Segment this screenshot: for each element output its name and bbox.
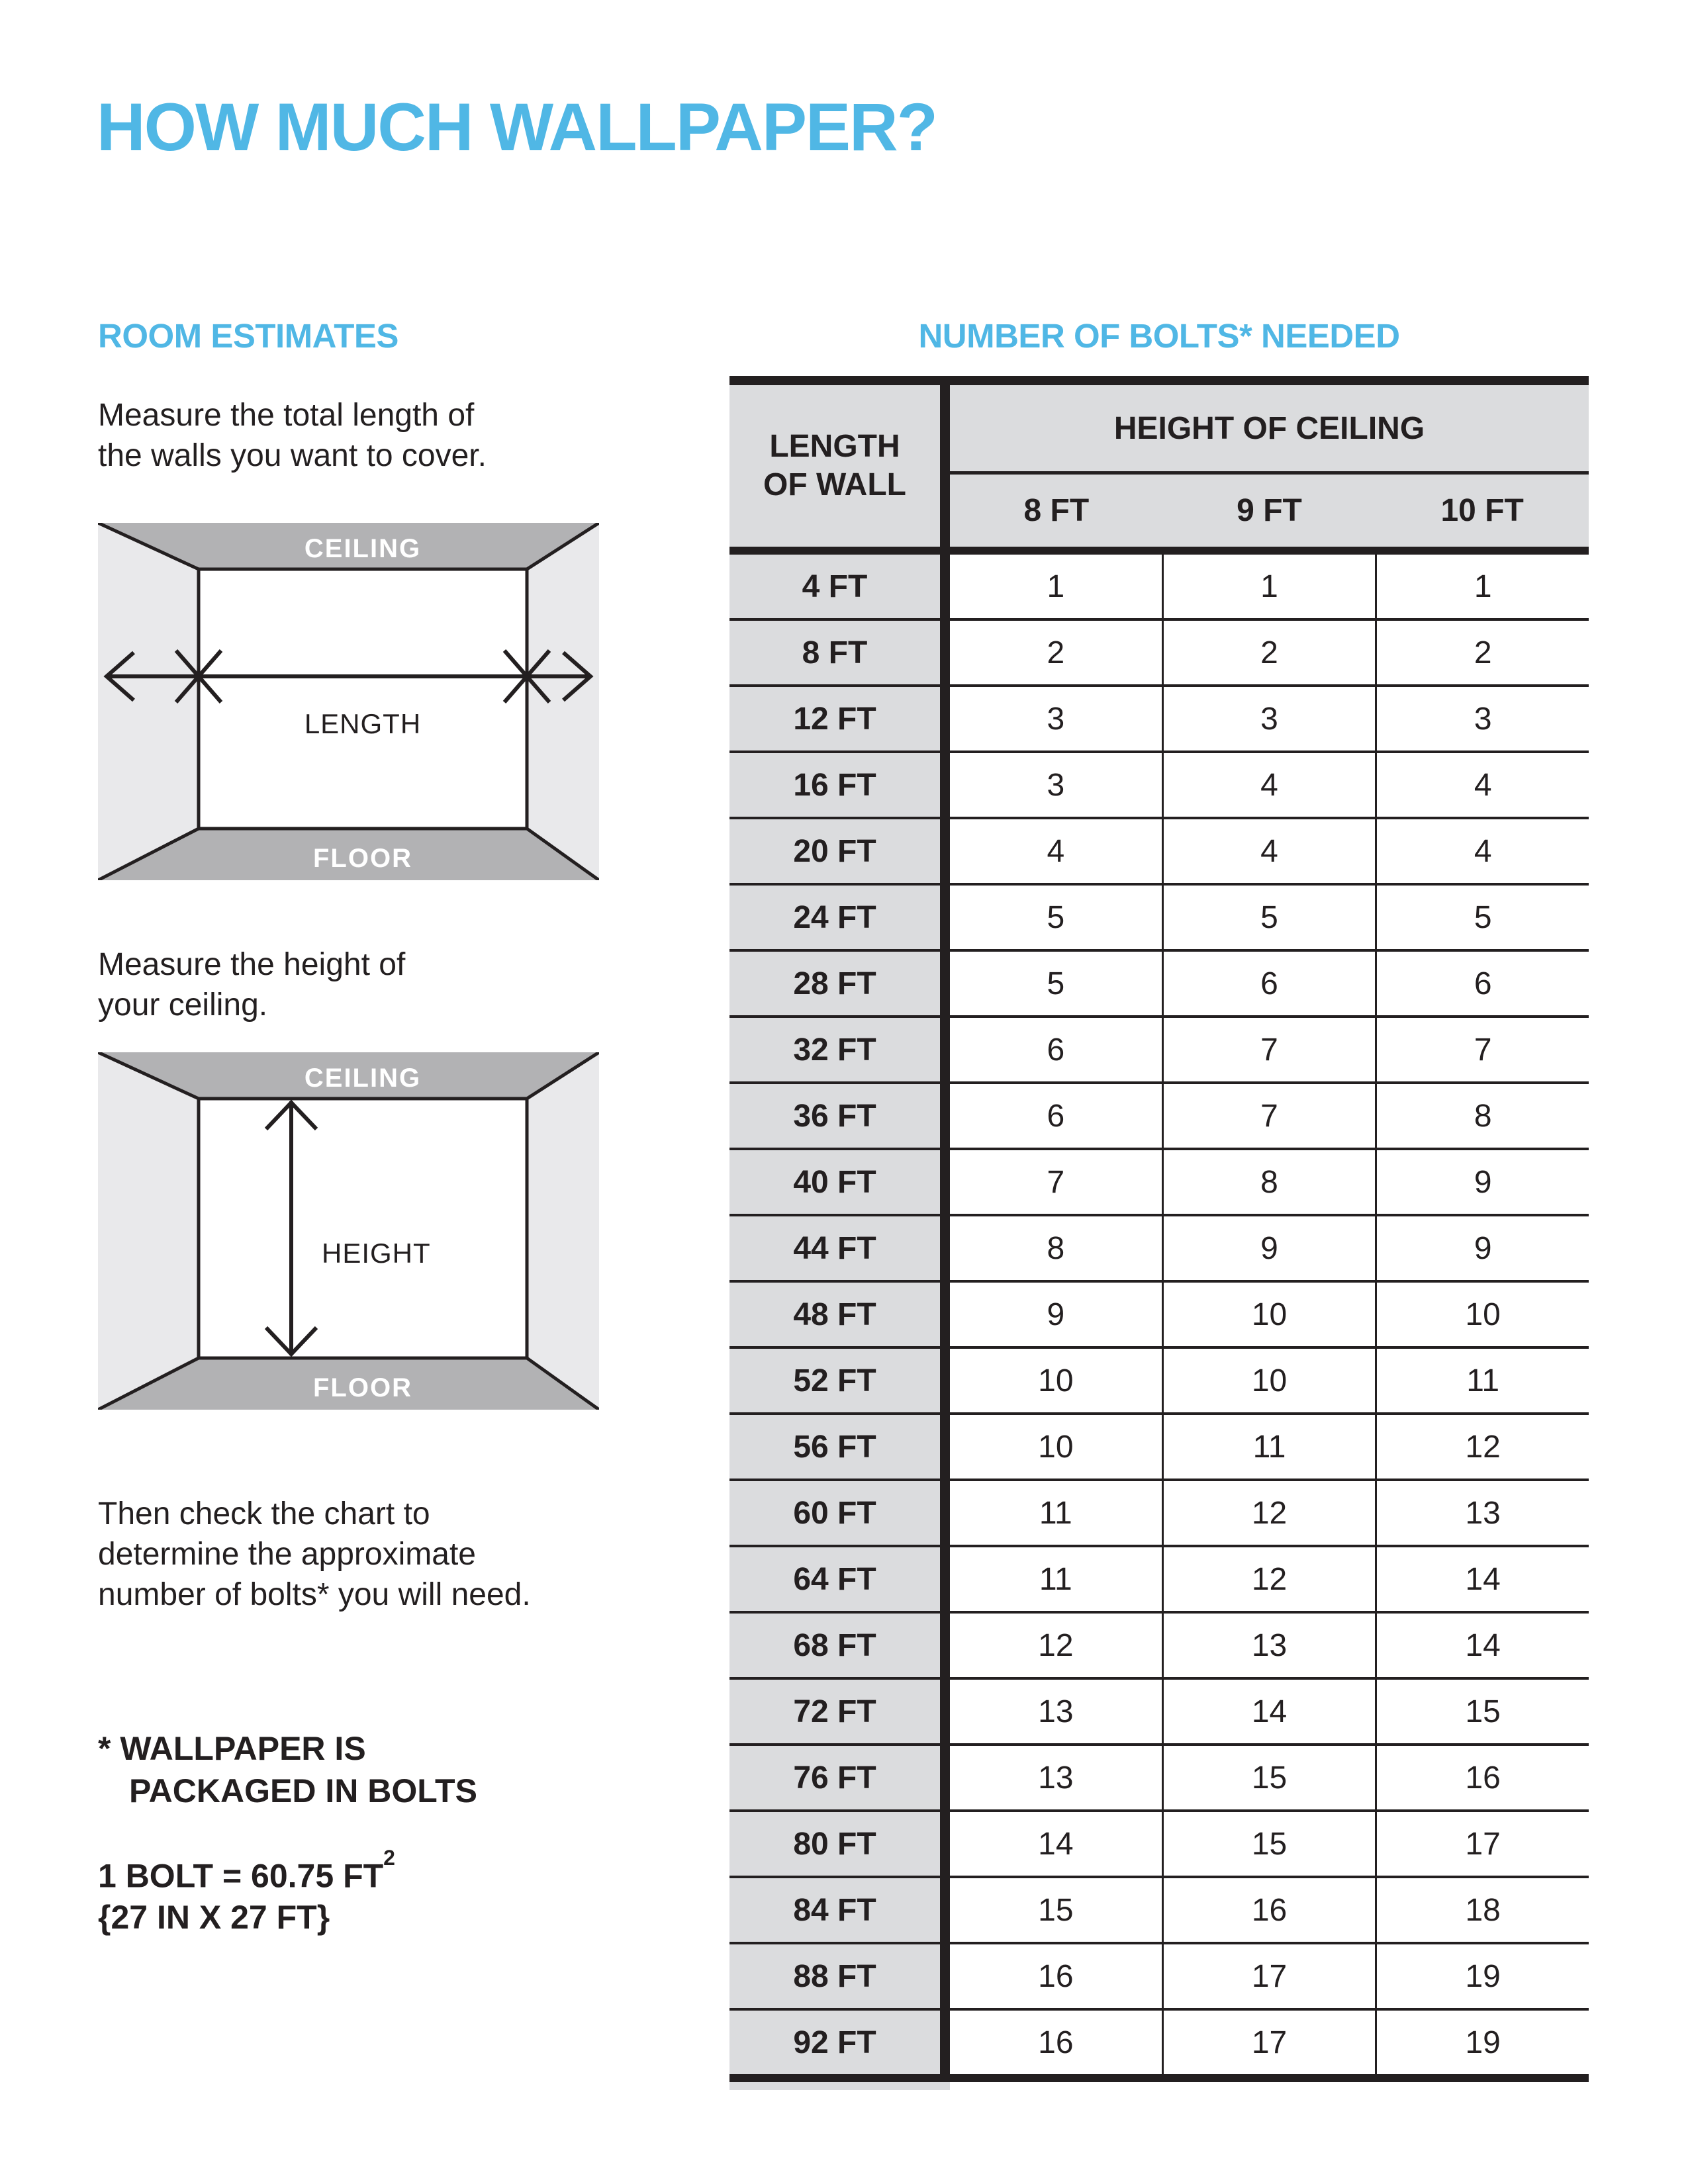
bolts-table: [729, 376, 1589, 2090]
bolt-count-cell: 15: [1164, 1812, 1376, 1876]
wallpaper-bolts-footnote: [98, 1727, 477, 1812]
table-body: [729, 555, 1589, 2074]
bolt-count-cell: 3: [950, 753, 1162, 817]
table-row: [729, 1216, 1589, 1283]
table-row: [729, 555, 1589, 621]
table-row: [729, 1878, 1589, 1944]
back-wall: [199, 1099, 527, 1358]
room-diagram-length: [98, 523, 599, 880]
table-header: [729, 385, 1589, 547]
row-label: 56 FT: [729, 1415, 940, 1479]
column-divider: [940, 1415, 950, 1479]
row-label: 4 FT: [729, 555, 940, 618]
bolt-count-cell: 6: [1377, 952, 1589, 1015]
bolt-count-cell: 15: [1377, 1680, 1589, 1743]
bolt-count-cell: 8: [1377, 1084, 1589, 1148]
bolt-count-cell: 1: [1164, 555, 1376, 618]
bolt-count-cell: 6: [950, 1084, 1162, 1148]
row-label: 68 FT: [729, 1614, 940, 1677]
table-row: [729, 1812, 1589, 1878]
row-label: 16 FT: [729, 753, 940, 817]
bolt-count-cell: 11: [950, 1481, 1162, 1545]
bolt-count-cell: 6: [950, 1018, 1162, 1081]
bolt-count-cell: 2: [950, 621, 1162, 684]
bolt-count-cell: 14: [1164, 1680, 1376, 1743]
bolt-equation-exponent: 2: [383, 1846, 395, 1870]
column-header-8ft: 8 FT: [1023, 493, 1090, 528]
bolt-size-info: [98, 1848, 395, 1938]
bolt-count-cell: 17: [1164, 1944, 1376, 2008]
row-label: 64 FT: [729, 1547, 940, 1611]
column-header-10ft: 10 FT: [1440, 493, 1524, 528]
bolt-count-cell: 10: [1164, 1349, 1376, 1412]
header-bottom-border: [729, 547, 1589, 555]
bolt-count-cell: 4: [1164, 753, 1376, 817]
bolt-count-cell: 15: [950, 1878, 1162, 1942]
bolt-count-cell: 9: [1377, 1150, 1589, 1214]
column-divider: [940, 1216, 950, 1280]
table-row: [729, 1547, 1589, 1614]
column-divider: [940, 1349, 950, 1412]
column-divider: [940, 1150, 950, 1214]
bolt-count-cell: 7: [950, 1150, 1162, 1214]
floor-label: FLOOR: [313, 1373, 412, 1402]
column-divider: [940, 2011, 950, 2074]
column-divider: [940, 753, 950, 817]
column-divider: [940, 621, 950, 684]
column-divider: [940, 687, 950, 751]
column-divider: [940, 1547, 950, 1611]
column-divider: [940, 1746, 950, 1809]
column-divider: [940, 1084, 950, 1148]
bolt-count-cell: 3: [1377, 687, 1589, 751]
row-label: 12 FT: [729, 687, 940, 751]
table-row: [729, 1349, 1589, 1415]
room-diagram-height: [98, 1052, 599, 1410]
bolt-count-cell: 9: [1164, 1216, 1376, 1280]
column-divider: [940, 819, 950, 883]
section-heading-bolts-needed: NUMBER OF BOLTS* NEEDED: [918, 317, 1400, 355]
column-divider: [940, 952, 950, 1015]
column-divider: [940, 555, 950, 618]
column-headers: [950, 385, 1589, 547]
column-divider: [940, 1018, 950, 1081]
bolt-count-cell: 10: [950, 1415, 1162, 1479]
bolt-count-cell: 10: [1164, 1283, 1376, 1346]
bolt-count-cell: 3: [1164, 687, 1376, 751]
bolt-count-cell: 5: [950, 886, 1162, 949]
bolt-count-cell: 5: [1164, 886, 1376, 949]
bolt-count-cell: 11: [1164, 1415, 1376, 1479]
column-divider: [940, 1812, 950, 1876]
back-wall: [199, 569, 527, 829]
row-label: 76 FT: [729, 1746, 940, 1809]
section-heading-room-estimates: ROOM ESTIMATES: [98, 317, 399, 355]
table-row: [729, 886, 1589, 952]
column-header-9ft: 9 FT: [1237, 493, 1302, 528]
bolt-count-cell: 19: [1377, 2011, 1589, 2074]
bolt-dimensions: {27 IN X 27 FT}: [98, 1898, 330, 1936]
table-row: [729, 1746, 1589, 1812]
instruction-line: number of bolts* you will need.: [98, 1577, 531, 1612]
row-label: 24 FT: [729, 886, 940, 949]
table-row: [729, 1614, 1589, 1680]
bolt-count-cell: 10: [950, 1349, 1162, 1412]
bolt-count-cell: 5: [1377, 886, 1589, 949]
bolt-count-cell: 12: [1164, 1547, 1376, 1611]
bolt-count-cell: 17: [1377, 1812, 1589, 1876]
row-label: 44 FT: [729, 1216, 940, 1280]
instruction-measure-height: [98, 944, 405, 1025]
bolt-count-cell: 16: [1164, 1878, 1376, 1942]
row-label: 72 FT: [729, 1680, 940, 1743]
table-row: [729, 952, 1589, 1018]
left-wall: [98, 523, 199, 880]
height-dimension-label: HEIGHT: [322, 1238, 431, 1269]
column-header-row: [950, 475, 1589, 547]
instruction-check-chart: [98, 1494, 531, 1615]
ceiling-label: CEILING: [304, 534, 422, 563]
table-row: [729, 621, 1589, 687]
bolt-count-cell: 13: [1164, 1614, 1376, 1677]
bolt-count-cell: 9: [950, 1283, 1162, 1346]
row-label: 92 FT: [729, 2011, 940, 2074]
table-row: [729, 1150, 1589, 1216]
bolt-count-cell: 1: [950, 555, 1162, 618]
table-row: [729, 1481, 1589, 1547]
table-row: [729, 2011, 1589, 2074]
table-bottom-border: [729, 2074, 1589, 2082]
table-row: [729, 1084, 1589, 1150]
length-dimension-label: LENGTH: [304, 708, 422, 739]
column-divider: [940, 1878, 950, 1942]
instruction-line: your ceiling.: [98, 987, 268, 1023]
bolt-count-cell: 11: [1377, 1349, 1589, 1412]
bolt-count-cell: 13: [950, 1746, 1162, 1809]
bolt-count-cell: 8: [950, 1216, 1162, 1280]
bolt-count-cell: 11: [950, 1547, 1162, 1611]
column-divider: [940, 1944, 950, 2008]
table-row: [729, 753, 1589, 819]
bolt-count-cell: 14: [950, 1812, 1162, 1876]
table-row: [729, 819, 1589, 886]
row-axis-header: [729, 385, 940, 547]
row-label: 52 FT: [729, 1349, 940, 1412]
bolt-count-cell: 18: [1377, 1878, 1589, 1942]
left-wall: [98, 1052, 199, 1410]
row-label: 40 FT: [729, 1150, 940, 1214]
instruction-line: Measure the height of: [98, 947, 406, 982]
table-top-border: [729, 376, 1589, 385]
table-row: [729, 1283, 1589, 1349]
bolt-count-cell: 3: [950, 687, 1162, 751]
bolt-count-cell: 13: [1377, 1481, 1589, 1545]
row-label: 84 FT: [729, 1878, 940, 1942]
bolt-count-cell: 2: [1164, 621, 1376, 684]
column-divider: [940, 1481, 950, 1545]
bolt-count-cell: 14: [1377, 1614, 1589, 1677]
table-footer-stub: [729, 2082, 950, 2090]
bolt-count-cell: 7: [1164, 1018, 1376, 1081]
column-divider: [940, 1283, 950, 1346]
ceiling-label: CEILING: [304, 1064, 422, 1093]
bolt-count-cell: 12: [950, 1614, 1162, 1677]
bolt-count-cell: 5: [950, 952, 1162, 1015]
row-label: 88 FT: [729, 1944, 940, 2008]
row-label: 28 FT: [729, 952, 940, 1015]
bolt-count-cell: 16: [950, 2011, 1162, 2074]
bolt-count-cell: 13: [950, 1680, 1162, 1743]
footnote-line: PACKAGED IN BOLTS: [129, 1772, 477, 1809]
row-label: 8 FT: [729, 621, 940, 684]
instruction-line: Then check the chart to: [98, 1496, 430, 1531]
row-label: 20 FT: [729, 819, 940, 883]
column-axis-header: HEIGHT OF CEILING: [950, 385, 1589, 471]
column-divider: [940, 1614, 950, 1677]
instruction-measure-length: [98, 395, 487, 476]
bolt-count-cell: 1: [1377, 555, 1589, 618]
bolt-count-cell: 7: [1164, 1084, 1376, 1148]
bolt-count-cell: 9: [1377, 1216, 1589, 1280]
bolt-count-cell: 17: [1164, 2011, 1376, 2074]
column-divider: [940, 385, 950, 547]
page-title: HOW MUCH WALLPAPER?: [97, 89, 937, 165]
row-label: 60 FT: [729, 1481, 940, 1545]
bolt-equation-text: 1 BOLT = 60.75 FT: [98, 1857, 384, 1895]
bolt-count-cell: 6: [1164, 952, 1376, 1015]
bolt-count-cell: 4: [1377, 819, 1589, 883]
table-row: [729, 1680, 1589, 1746]
right-wall: [527, 1052, 599, 1410]
bolt-count-cell: 12: [1377, 1415, 1589, 1479]
instruction-line: the walls you want to cover.: [98, 438, 487, 473]
table-row: [729, 1415, 1589, 1481]
bolt-count-cell: 4: [950, 819, 1162, 883]
instruction-line: determine the approximate: [98, 1537, 476, 1572]
row-axis-header-line: LENGTH: [769, 429, 900, 464]
bolt-count-cell: 10: [1377, 1283, 1589, 1346]
row-label: 80 FT: [729, 1812, 940, 1876]
footnote-line: * WALLPAPER IS: [98, 1730, 366, 1767]
bolt-count-cell: 4: [1164, 819, 1376, 883]
row-axis-header-line: OF WALL: [763, 467, 906, 502]
bolt-count-cell: 16: [950, 1944, 1162, 2008]
bolt-count-cell: 15: [1164, 1746, 1376, 1809]
bolt-count-cell: 7: [1377, 1018, 1589, 1081]
bolt-equation: [98, 1848, 395, 1897]
table-row: [729, 1944, 1589, 2011]
bolt-count-cell: 19: [1377, 1944, 1589, 2008]
row-label: 32 FT: [729, 1018, 940, 1081]
column-divider: [940, 1680, 950, 1743]
bolt-count-cell: 12: [1164, 1481, 1376, 1545]
bolt-count-cell: 4: [1377, 753, 1589, 817]
table-row: [729, 1018, 1589, 1084]
column-divider: [940, 886, 950, 949]
floor-label: FLOOR: [313, 844, 412, 873]
right-wall: [527, 523, 599, 880]
bolt-count-cell: 8: [1164, 1150, 1376, 1214]
table-row: [729, 687, 1589, 753]
bolt-count-cell: 2: [1377, 621, 1589, 684]
row-label: 48 FT: [729, 1283, 940, 1346]
bolt-count-cell: 14: [1377, 1547, 1589, 1611]
instruction-line: Measure the total length of: [98, 398, 475, 433]
row-label: 36 FT: [729, 1084, 940, 1148]
bolt-count-cell: 16: [1377, 1746, 1589, 1809]
